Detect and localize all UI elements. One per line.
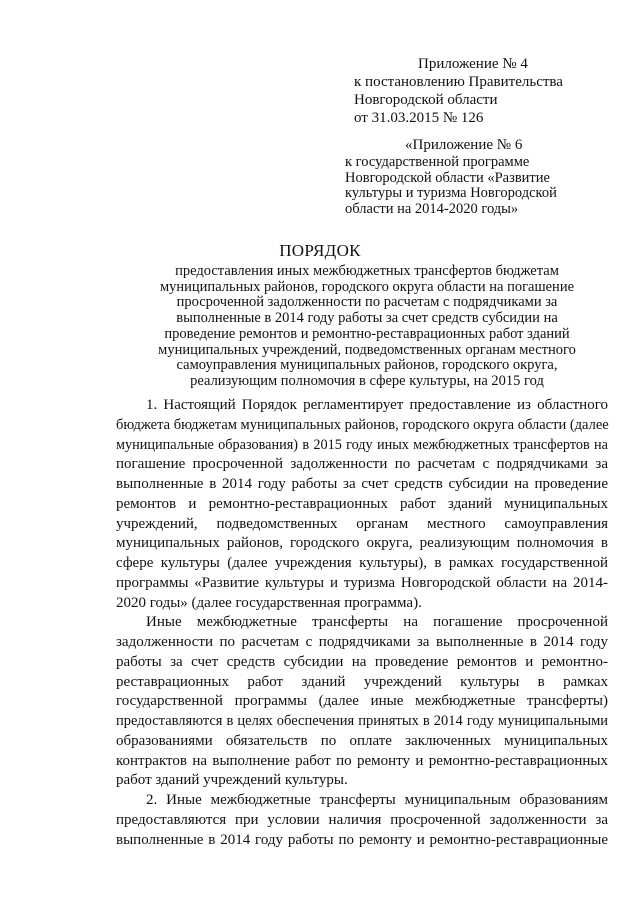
subtitle-line: самоуправления муниципальных районов, городского округа, — [176, 357, 558, 374]
body-line: муниципальные образования) в 2015 году иных межбюджетных трансфертов на — [116, 436, 608, 453]
body-line: ремонтов и ремонтно-реставрационных работ зданий муниципальных — [116, 495, 608, 512]
body-line: 2. Иные межбюджетные трансферты муниципальным образованиям — [146, 792, 608, 808]
body-line: муниципальных районов, городского округа, реализующим полномочия в — [116, 535, 608, 552]
appendix6-line: Новгородской области «Развитие — [345, 169, 550, 186]
body-line: 1. Настоящий Порядок регламентирует предоставление из областного — [146, 397, 608, 413]
body-line: выполненные в 2014 году работы за счет средств субсидии на проведение — [116, 476, 608, 492]
appendix6-number: «Приложение № 6 — [405, 137, 523, 153]
subtitle-line: муниципальных районов, городского округа области на погашение — [159, 278, 575, 295]
body-line: выполненные в 2014 году работы по ремонту и ремонтно-реставрационные — [116, 831, 608, 848]
body-line: предоставляются при условии наличия просроченной задолженности за — [116, 811, 608, 828]
subtitle-line: просроченной задолженности по расчетам с подрядчиками за — [176, 294, 558, 311]
document-subtitle — [150, 264, 584, 390]
body-line: предоставляются в целях обеспечения принятых в 2014 году муниципальными — [116, 713, 608, 729]
body-line: задолженности по расчетам с подрядчиками за выполненные в 2014 году — [116, 634, 608, 650]
appendix6-line: области на 2014-2020 годы» — [345, 200, 519, 217]
document-title: ПОРЯДОК — [279, 241, 361, 260]
subtitle-line: проведение ремонтов и ремонтно-реставрационных работ зданий — [164, 325, 570, 342]
appendix6-line: культуры и туризма Новгородской — [345, 185, 557, 201]
body-line: реставрационных работ зданий учреждений культуры в рамках — [116, 673, 608, 690]
appendix-number: Приложение № 4 — [418, 56, 528, 72]
subtitle-line: муниципальных учреждений, подведомственных органам местного — [158, 341, 576, 358]
body-line: работы за счет средств субсидии на проведение ремонтов и ремонтно- — [116, 653, 608, 670]
appendix-ref-date: от 31.03.2015 № 126 — [354, 110, 484, 126]
body-line: учреждений, подведомственных органам местного самоуправления — [116, 515, 608, 532]
appendix-ref-line: к постановлению Правительства — [354, 74, 563, 90]
body-line: 2020 годы» (далее государственная программа). — [116, 594, 422, 611]
subtitle-line: предоставления иных межбюджетных трансфертов бюджетам — [175, 263, 559, 279]
appendix-ref-region: Новгородской области — [354, 92, 498, 108]
body-line: бюджета бюджетам муниципальных районов, городского округа области (далее — [116, 416, 609, 433]
body-line: государственной программы (далее иные межбюджетные трансферты) — [116, 693, 608, 710]
body-line: погашение просроченной задолженности по расчетам с подрядчиками за — [116, 456, 608, 473]
body-line: Иные межбюджетные трансферты на погашение просроченной — [146, 614, 608, 631]
subtitle-line: реализующим полномочия в сфере культуры, на 2015 год — [190, 372, 544, 389]
subtitle-line: выполненные в 2014 году работы за счет средств субсидии на — [176, 310, 558, 327]
appendix6-line: к государственной программе — [345, 154, 530, 170]
body-line: образованиями обязательств по оплате заключенных муниципальных — [116, 732, 608, 749]
body-line: программы «Развитие культуры и туризма Новгородской области на 2014- — [116, 574, 608, 591]
body-line: работ зданий учреждений культуры. — [116, 772, 348, 789]
body-line: контрактов на выполнение работ по ремонту и ремонтно-реставрационных — [116, 752, 608, 769]
body-line: сфере культуры (далее учреждения культуры), в рамках государственной — [116, 555, 608, 571]
document-body — [116, 396, 608, 850]
